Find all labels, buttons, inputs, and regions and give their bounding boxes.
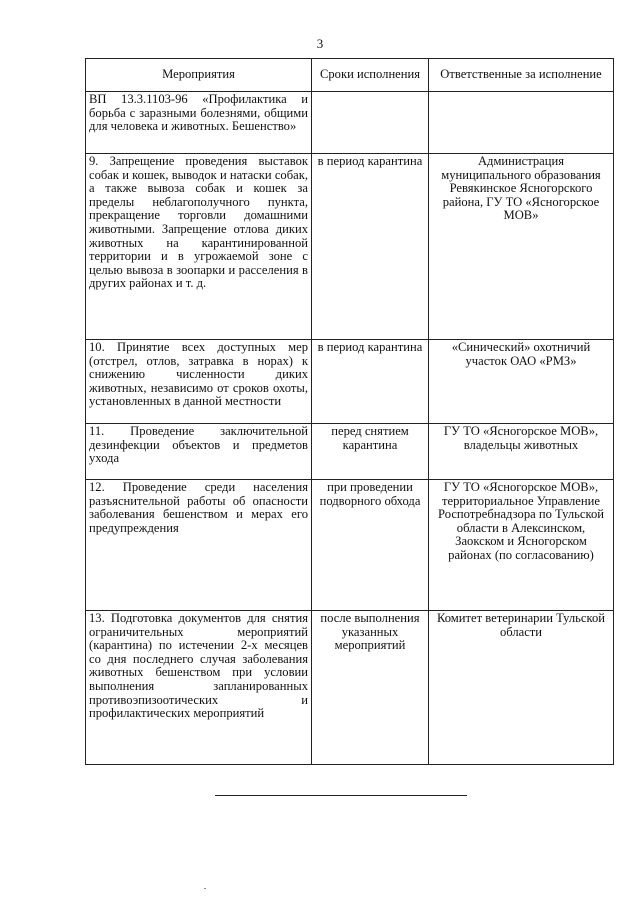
table-row [86,611,614,765]
table-row [86,92,614,154]
action-cell: 11. Проведение заключительной дезинфекции объектов и предметов ухода [86,424,312,480]
term-cell: перед снятием карантина [312,424,429,480]
term-cell [312,92,429,154]
table-row [86,424,614,480]
scan-speck [204,888,206,889]
action-cell: 10. Принятие всех доступных мер (отстрел, отлов, затравка в норах) к снижению численности диких животных, независимо от сроков охоты, установленных в данной местности [86,340,312,424]
action-cell: ВП 13.3.1103-96 «Профилактика и борьба с заразными болезнями, общими для человека и животных. Бешенство» [86,92,312,154]
table-row [86,480,614,611]
term-cell: в период карантина [312,154,429,340]
responsible-cell: Комитет ветеринарии Тульской области [429,611,614,765]
term-cell: в период карантина [312,340,429,424]
closing-divider [215,795,467,796]
action-cell: 9. Запрещение проведения выставок собак и кошек, выводок и натаски собак, а также вывоза собак и кошек за пределы неблагополучного пункта, прекращение торговли домашними животными. Запрещение отлова диких животных на карантинированной территории и в угрожаемой зоне с целью вывоза в зоопарки и расселения в других районах и т. д. [86,154,312,340]
action-cell: 13. Подготовка документов для снятия ограничительных мероприятий (карантина) по истечении 2-х месяцев со дня последнего случая заболевания животных бешенством при условии выполнения запланированных противоэпизоотических и профилактических мероприятий [86,611,312,765]
term-cell: при проведении подворного обхода [312,480,429,611]
responsible-cell [429,92,614,154]
table-header-row [86,59,614,92]
responsible-cell: ГУ ТО «Ясногорское МОВ», территориальное Управление Роспотребнадзора по Тульской области в Алексинском, Заокском и Ясногорском районах (по согласованию) [429,480,614,611]
table-row [86,340,614,424]
responsible-cell: ГУ ТО «Ясногорское МОВ», владельцы животных [429,424,614,480]
header-responsible: Ответственные за исполнение [429,59,614,92]
responsible-cell: «Синический» охотничий участок ОАО «РМЗ» [429,340,614,424]
measures-table [85,58,614,765]
responsible-cell: Администрация муниципального образования Ревякинское Ясногорского района, ГУ ТО «Ясногорское МОВ» [429,154,614,340]
page-number: 3 [316,36,324,51]
table-row [86,154,614,340]
header-terms: Сроки исполнения [312,59,429,92]
header-measures: Мероприятия [86,59,312,92]
term-cell: после выполнения указанных мероприятий [312,611,429,765]
action-cell: 12. Проведение среди населения разъяснительной работы об опасности заболевания бешенством и мерах его предупреждения [86,480,312,611]
